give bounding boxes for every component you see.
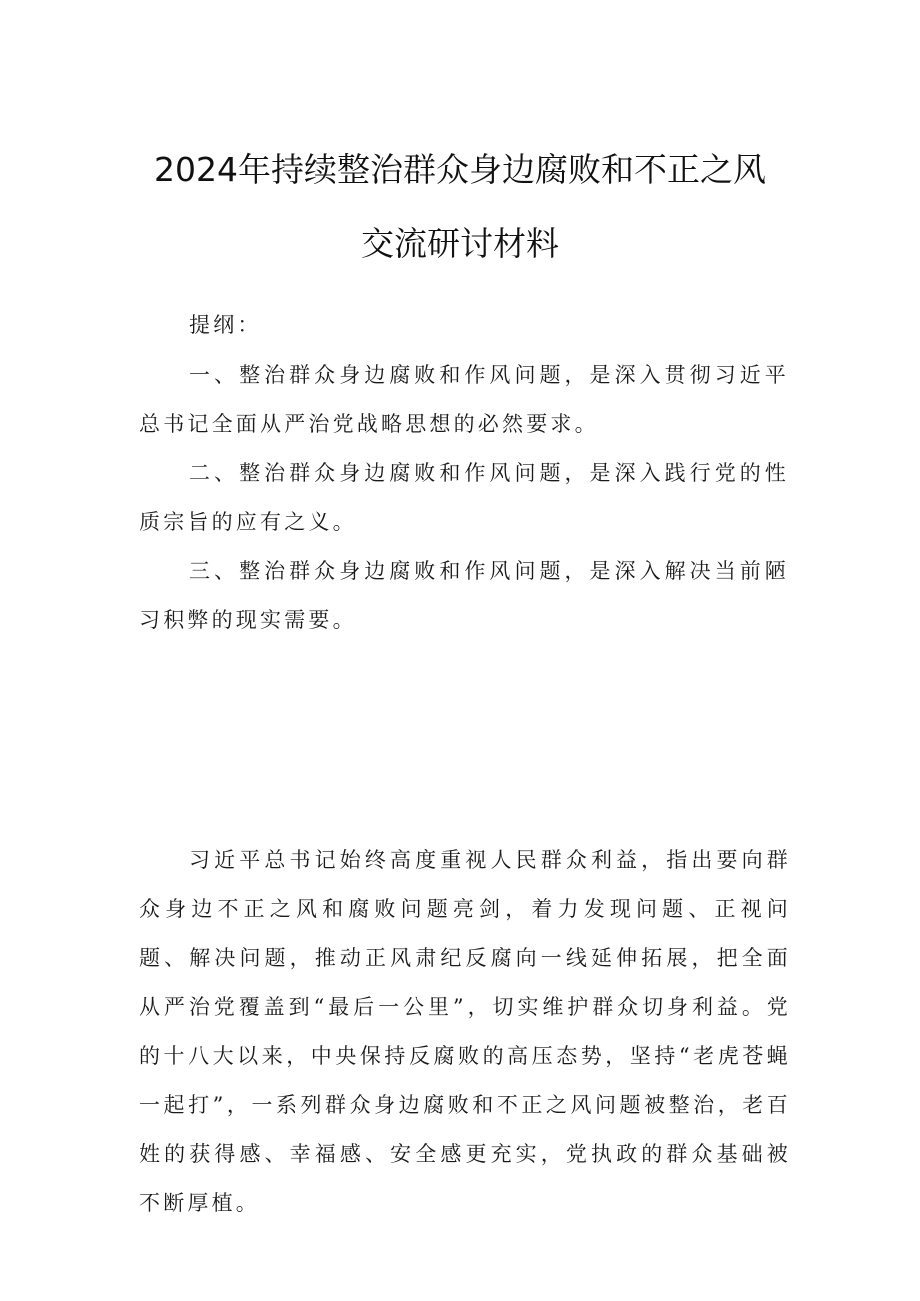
- document-title-line-2: 交流研讨材料: [361, 224, 559, 263]
- document-title-line-1: 2024年持续整治群众身边腐败和不正之风: [154, 150, 766, 189]
- outline-item-3: 三、整治群众身边腐败和作风问题，是深入解决当前陋习积弊的现实需要。: [139, 559, 789, 632]
- outline-item-1: 一、整治群众身边腐败和作风问题，是深入贯彻习近平总书记全面从严治党战略思想的必然要求。: [139, 363, 789, 436]
- outline-item-2: 二、整治群众身边腐败和作风问题，是深入践行党的性质宗旨的应有之义。: [139, 461, 789, 534]
- body-paragraph: 习近平总书记始终高度重视人民群众利益，指出要向群众身边不正之风和腐败问题亮剑，着力发现问题、正视问题、解决问题，推动正风肃纪反腐向一线延伸拓展，把全面从严治党覆盖到“最后一公里”，切实维护群众切身利益。党的十八大以来，中央保持反腐败的高压态势，坚持“老虎苍蝇一起打”，一系列群众身边腐败和不正之风问题被整治，老百姓的获得感、幸福感、安全感更充实，党执政的群众基础被不断厚植。: [139, 848, 791, 1215]
- outline-label: 提纲：: [189, 313, 262, 337]
